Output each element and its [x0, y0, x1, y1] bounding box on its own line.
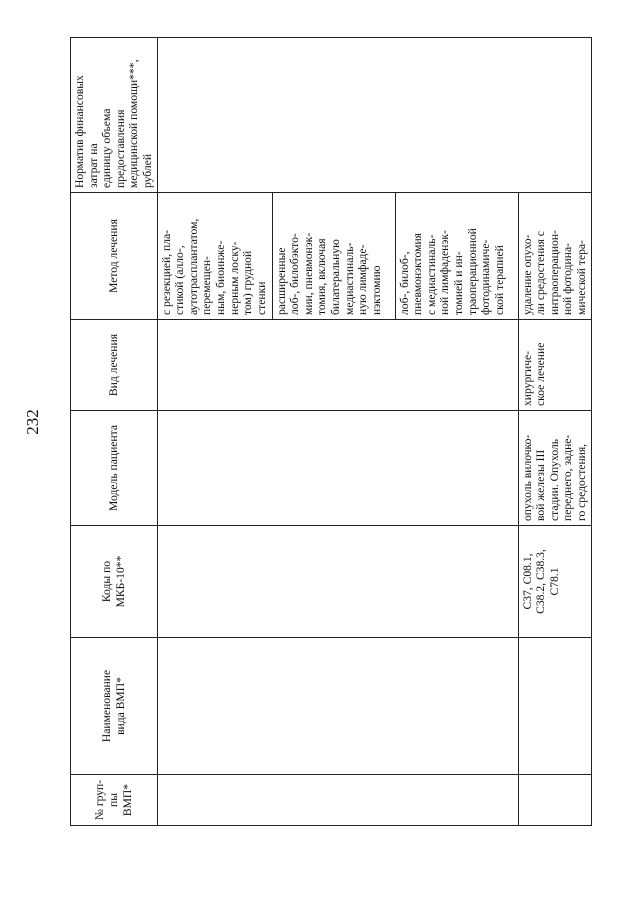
cell-name: [157, 638, 518, 775]
header-row: [71, 38, 158, 826]
header-financial-norm: Норматив финансовых затрат на единицу объема предоставления медицинской помощи***, рублей: [71, 38, 158, 193]
header-treatment-method: Метод лечения: [71, 193, 158, 320]
rotated-table-container: [70, 38, 588, 826]
cell-group: [157, 775, 518, 826]
cell-codes: [157, 526, 518, 638]
header-icd-codes: Коды по МКБ-10**: [71, 526, 158, 638]
cell-method: с резекцией, пла- стикой (алло-, аутотрасплантатом, перемещен- ным, биоинже- нерным лоску- том) грудной стенки: [157, 193, 272, 320]
cell-method: удаление опухо- ли средостения с интраоперацион- ной фотодина- мической тера-: [518, 193, 591, 320]
header-group-number: № груп- пы ВМП*: [71, 775, 158, 826]
cell-model: [157, 411, 518, 526]
cell-type: хирургиче- ское лечение: [518, 320, 591, 411]
page-number: 232: [23, 409, 42, 435]
cell-method: расширенные лоб-, билобэкто- мии, пневмонэк- томия, включая билатеральную медиастиналь- ную лимфаде- нэктомию: [272, 193, 395, 320]
cell-method: лоб-, билоб-, пневмонэктомия с медиастиналь- ной лимфаденэк- томией и ин- траоперационной фотодинамиче- ской терапией: [395, 193, 518, 320]
header-patient-model: Модель пациента: [71, 411, 158, 526]
table-row: [157, 38, 272, 826]
cell-model: опухоль вилочко- вой железы III стадии. Опухоль переднего, задне- го средостения,: [518, 411, 591, 526]
cell-codes: C37, C08.1, C38.2, C38.3, C78.1: [518, 526, 591, 638]
cell-type: [157, 320, 518, 411]
treatment-table: [70, 37, 592, 826]
cell-group: [518, 775, 591, 826]
header-name: Наименование вида ВМП*: [71, 638, 158, 775]
cell-name: [518, 638, 591, 775]
cell-norm: [157, 38, 591, 193]
header-treatment-type: Вид лечения: [71, 320, 158, 411]
